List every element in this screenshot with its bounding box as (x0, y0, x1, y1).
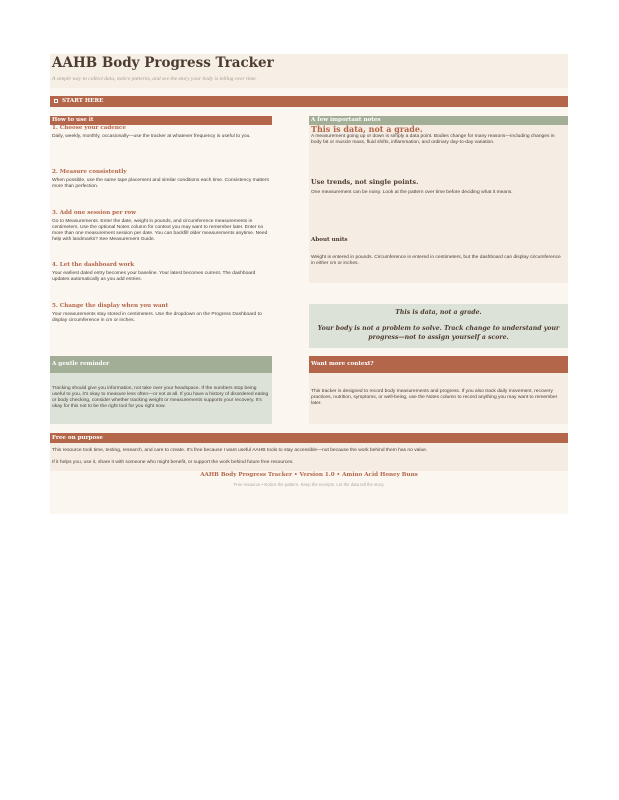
step-1-body: Daily, weekly, monthly, occasionally—use the tracker at whatever frequency is useful to you. (52, 134, 251, 139)
footer-tagline: Free resource • Notice the pattern. Keep the receipts. Let the data tell the story. (233, 482, 385, 487)
context-heading: Want more context? (309, 356, 568, 373)
note-3-title: About units (311, 237, 348, 243)
step-4-title: 4. Let the dashboard work (52, 262, 135, 268)
note-1-body: A measurement going up or down is simply a data point. Bodies change for many reasons—including changes in body fat or muscle mass, fluid shifts, inflammation, and ordinary day-to-day variation. (311, 134, 555, 146)
note-2-title: Use trends, not single points. (311, 178, 419, 186)
note-1-title: This is data, not a grade. (311, 124, 423, 134)
start-here-label: START HERE (62, 98, 104, 104)
reminder-heading: A gentle reminder (50, 356, 272, 373)
how-to-heading: How to use it (50, 116, 272, 125)
step-3-body: Go to Measurements. Enter the date, weight in pounds, and circumference measurements in centimeters. Use the optional Notes column for context you may want to remember later. Enter no more than one measurement session per date. You can backfill older measurements anytime. Need help with landmarks? See Measurement Guide. (52, 219, 268, 243)
step-1-title: 1. Choose your cadence (52, 125, 126, 131)
note-2-body: One measurement can be noisy. Look at the pattern over time before deciding what it means. (311, 190, 513, 195)
step-5-body: Your measurements stay stored in centimeters. Use the dropdown on the Progress Dashboard to display circumference in cm or inches. (52, 312, 262, 324)
free-body-2: If it helps you, use it, share it with someone who might benefit, or support the work behind future free resources. (52, 460, 294, 465)
step-5-title: 5. Change the display when you want (52, 303, 169, 309)
step-4-body: Your earliest dated entry becomes your baseline. Your latest becomes current. The dashboard updates automatically as you add entries. (52, 271, 256, 283)
note-3-body: Weight is entered in pounds. Circumference is entered in centimeters, but the dashboard can display circumference in either cm or inches. (311, 255, 561, 267)
reminder-body: Tracking should give you information, not take over your headspace. If the numbers stop being useful to you, it's okay to measure less often—or not at all. If you have a history of disordered eating or body checking, consider whether tracking weight or measurements supports your recovery. It's okay for this not to be the right tool for you right now. (52, 386, 269, 410)
flag-icon (54, 99, 58, 103)
page-title: AAHB Body Progress Tracker (52, 55, 274, 71)
free-heading: Free on purpose (50, 433, 568, 443)
context-body: This tracker is designed to record body measurements and progress. If you also track daily movement, recovery practices, nutrition, symptoms, or well-being, use the Notes column to record anything you may want to remember later. (311, 389, 558, 407)
start-here-bar (50, 96, 568, 107)
footer-title: AAHB Body Progress Tracker • Version 1.0 • Amino Acid Honey Buns (200, 472, 418, 478)
free-body-1: This resource took time, testing, research, and care to create. It's free because I want useful AAHB tools to stay accessible—not because the work behind them has no value. (52, 448, 428, 453)
step-2-title: 2. Measure consistently (52, 169, 127, 175)
quote-line-2: Your body is not a problem to solve. Track change to understand your progress—not to assign yourself a score. (317, 325, 560, 341)
notes-heading: A few important notes (309, 116, 568, 125)
quote-line-1: This is data, not a grade. (395, 309, 482, 316)
step-2-body: When possible, use the same tape placement and similar conditions each time. Consistency matters more than perfection. (52, 178, 269, 190)
step-3-title: 3. Add one session per row (52, 210, 136, 216)
page-subtitle: A simple way to collect data, notice patterns, and see the story your body is telling over time. (52, 76, 257, 82)
